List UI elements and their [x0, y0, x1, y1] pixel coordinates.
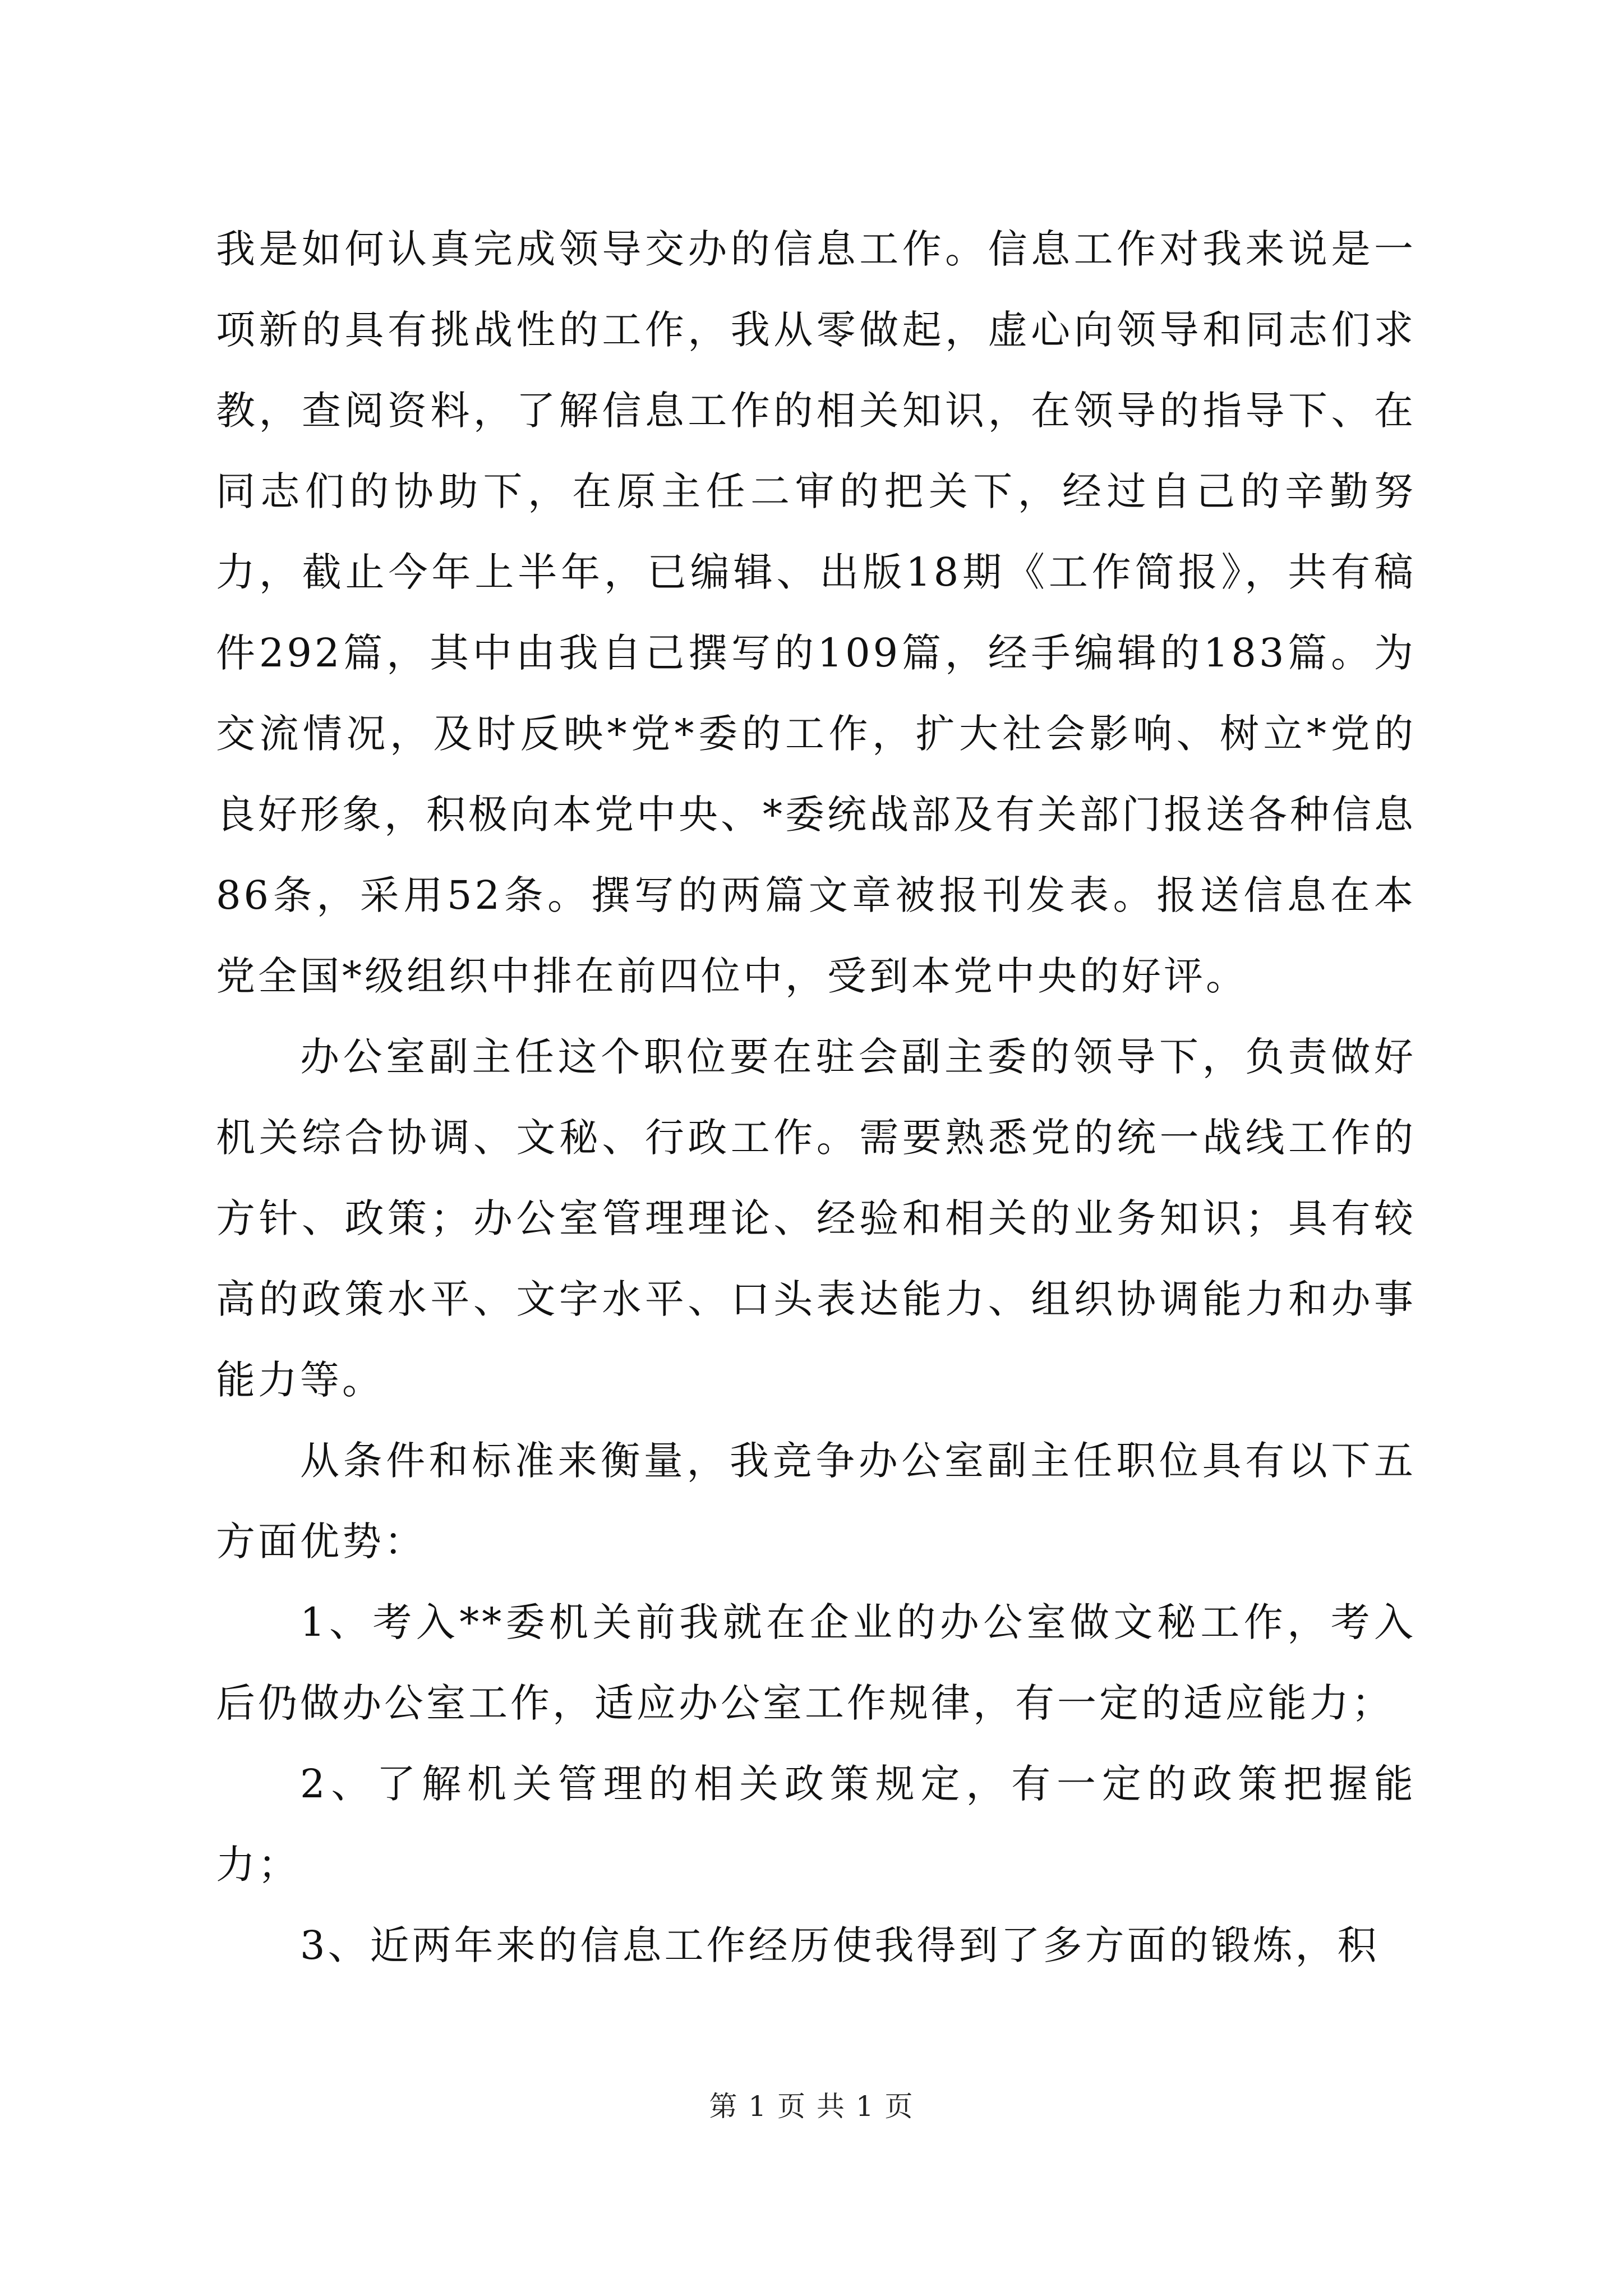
- document-body: [216, 209, 1416, 1986]
- paragraph-advantage-1: 1、考入**委机关前我就在企业的办公室做文秘工作，考入后仍做办公室工作，适应办公室工作规律，有一定的适应能力；: [216, 1599, 1416, 1726]
- paragraph-position-requirements: 办公室副主任这个职位要在驻会副主委的领导下，负责做好机关综合协调、文秘、行政工作。需要熟悉党的统一战线工作的方针、政策；办公室管理理论、经验和相关的业务知识；具有较高的政策水平、文字水平、口头表达能力、组织协调能力和办事能力等。: [216, 1034, 1416, 1403]
- paragraph-advantages-intro: 从条件和标准来衡量，我竞争办公室副主任职位具有以下五方面优势：: [216, 1438, 1416, 1565]
- paragraph-advantage-2: 2、了解机关管理的相关政策规定，有一定的政策把握能力；: [216, 1761, 1416, 1888]
- paragraph-information-work: 我是如何认真完成领导交办的信息工作。信息工作对我来说是一项新的具有挑战性的工作，我从零做起，虚心向领导和同志们求教，查阅资料，了解信息工作的相关知识，在领导的指导下、在同志们的协助下，在原主任二审的把关下，经过自己的辛勤努力，截止今年上半年，已编辑、出版18期《工作简报》，共有稿件292篇，其中由我自己撰写的109篇，经手编辑的183篇。为交流情况，及时反映*党*委的工作，扩大社会影响、树立*党的良好形象，积极向本党中央、*委统战部及有关部门报送各种信息86条，采用52条。撰写的两篇文章被报刊发表。报送信息在本党全国*级组织中排在前四位中，受到本党中央的好评。: [216, 226, 1416, 999]
- paragraph-advantage-3: 3、近两年来的信息工作经历使我得到了多方面的锻炼，积: [300, 1922, 1380, 1968]
- page-number-footer: 第 1 页 共 1 页: [709, 2090, 914, 2123]
